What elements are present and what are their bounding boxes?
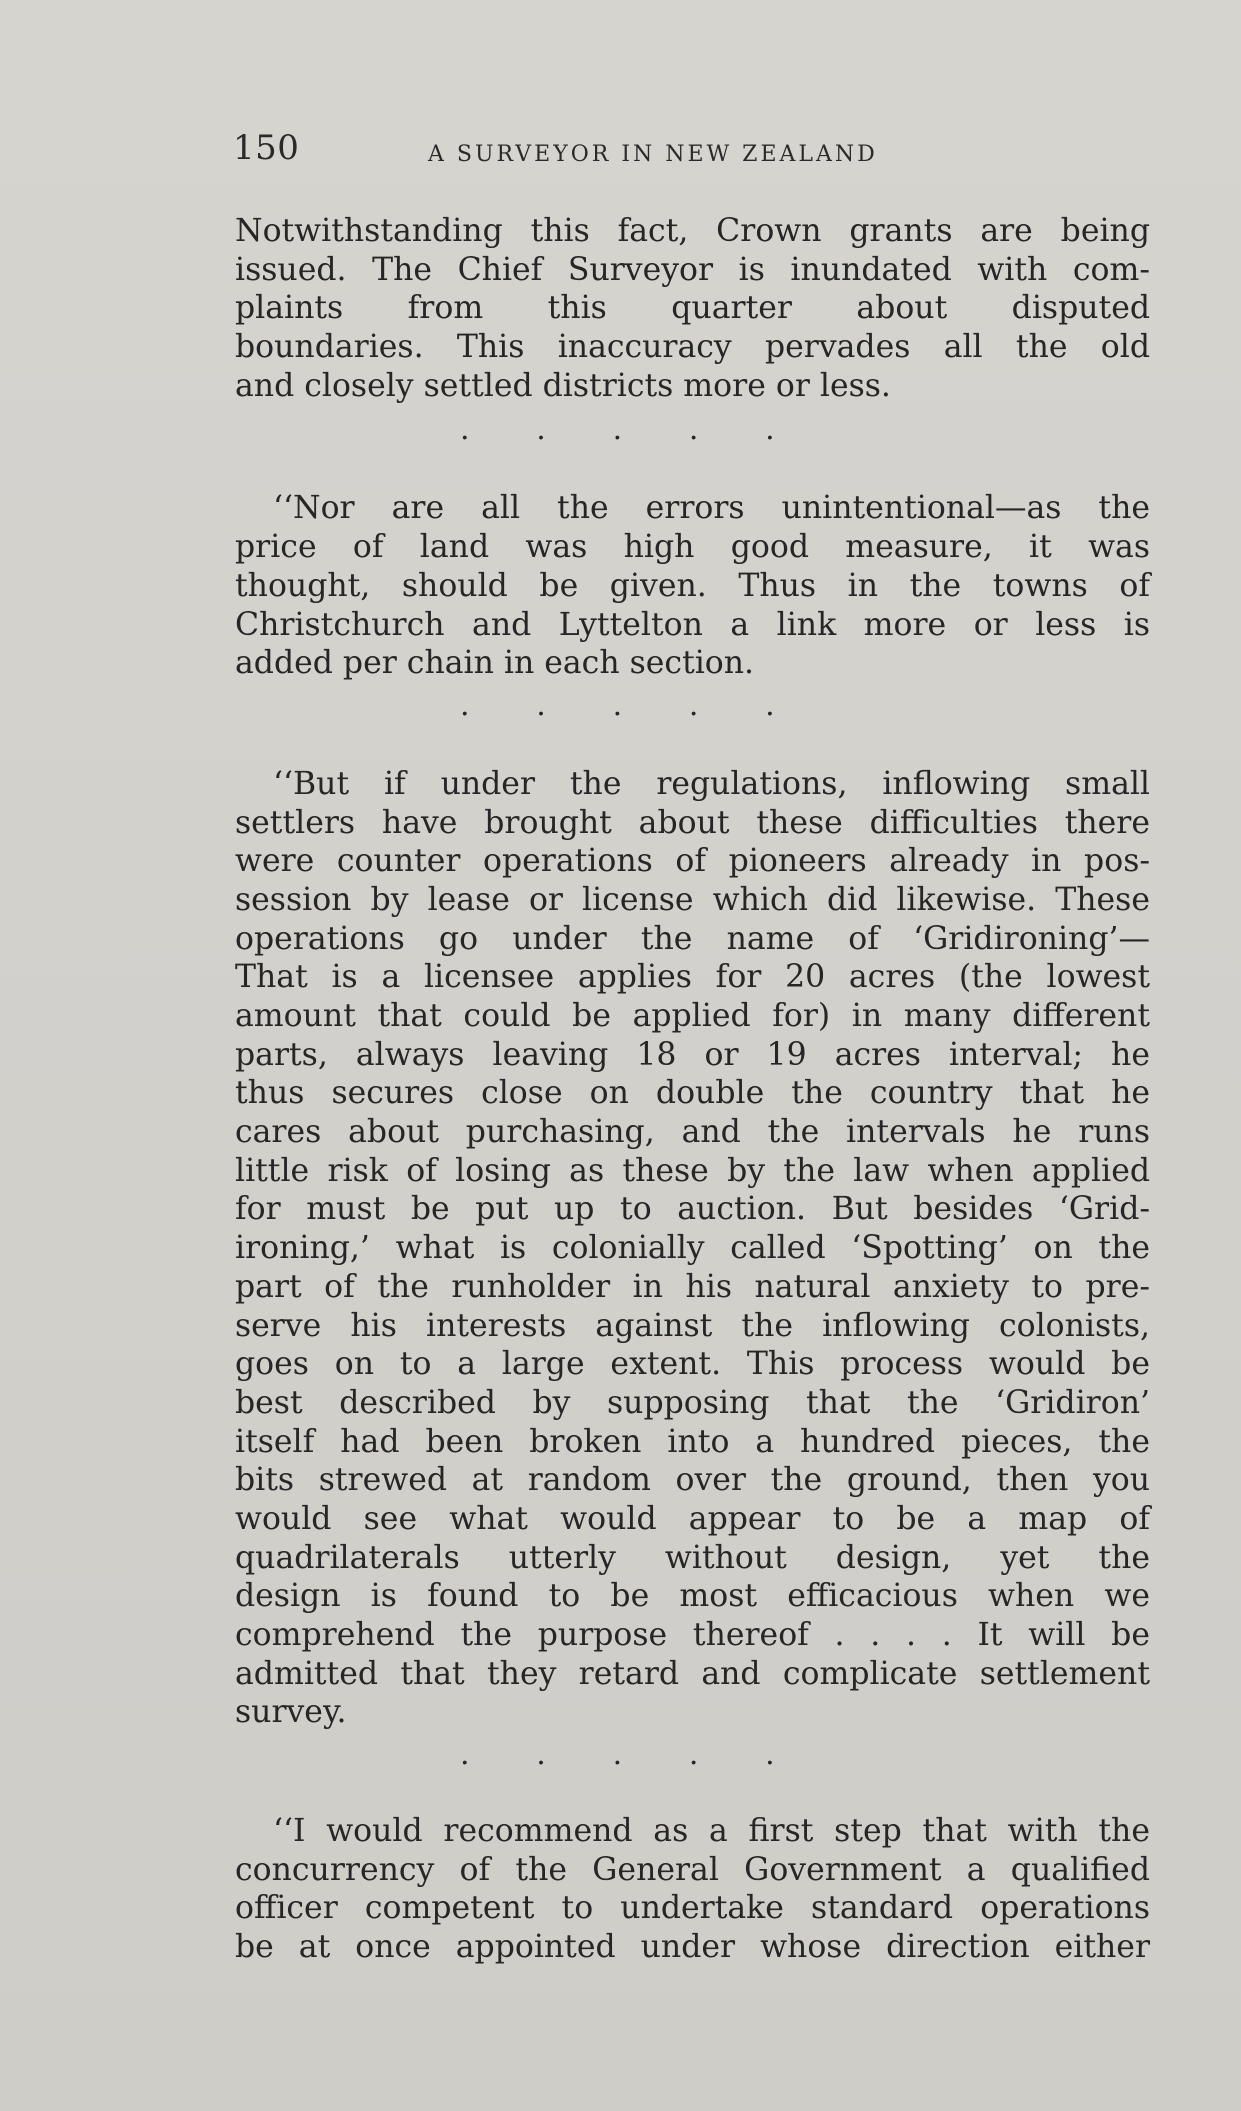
text-line: best described by supposing that the ‘Gridiron’ <box>235 1384 1150 1421</box>
page-number: 150 <box>233 128 300 168</box>
text-line: part of the runholder in his natural anxiety to pre- <box>235 1268 1150 1305</box>
ellipsis-separator <box>235 405 1150 489</box>
ellipsis-separator <box>235 683 1150 765</box>
text-line: That is a licensee applies for 20 acres (the lowest <box>235 959 1150 996</box>
paragraph-1 <box>235 212 1150 405</box>
text-line: design is found to be most efficacious when we <box>235 1578 1150 1615</box>
paragraph-2 <box>235 489 1150 682</box>
text-line: ‘‘Nor are all the errors unintentional—as the <box>273 490 1150 527</box>
text-line: session by lease or license which did likewise. These <box>235 881 1150 918</box>
text-line: ironing,’ what is colonially called ‘Spotting’ on the <box>235 1230 1150 1267</box>
text-line: admitted that they retard and complicate settlement <box>235 1655 1150 1692</box>
body-text <box>235 212 1150 1967</box>
text-line: little risk of losing as these by the law when applied <box>235 1152 1150 1189</box>
text-line: itself had been broken into a hundred pieces, the <box>235 1423 1150 1460</box>
running-title: A SURVEYOR IN NEW ZEALAND <box>428 142 878 167</box>
text-line: concurrency of the General Government a qualified <box>235 1851 1150 1888</box>
text-line: cares about purchasing, and the intervals he runs <box>235 1114 1150 1151</box>
text-line: were counter operations of pioneers already in pos- <box>235 843 1150 880</box>
text-line: for must be put up to auction. But besides ‘Grid- <box>235 1191 1150 1228</box>
page-header <box>233 128 1153 172</box>
text-line: price of land was high good measure, it was <box>235 529 1150 566</box>
text-line: survey. <box>235 1694 347 1731</box>
text-line: quadrilaterals utterly without design, yet the <box>235 1539 1150 1576</box>
separator-dots: . . . . . <box>460 412 775 448</box>
text-line: ‘‘But if under the regulations, inflowing small <box>273 765 1150 802</box>
text-line: thought, should be given. Thus in the towns of <box>235 567 1150 604</box>
text-line: settlers have brought about these difficulties there <box>235 804 1150 841</box>
text-line: operations go under the name of ‘Gridironing’— <box>235 920 1150 957</box>
text-line: amount that could be applied for) in many different <box>235 998 1150 1034</box>
text-line: comprehend the purpose thereof . . . . It will be <box>235 1617 1150 1653</box>
text-line: serve his interests against the inflowing colonists, <box>235 1307 1150 1344</box>
text-line: would see what would appear to be a map of <box>235 1500 1150 1537</box>
ellipsis-separator <box>235 1732 1150 1812</box>
text-line: goes on to a large extent. This process would be <box>235 1346 1150 1383</box>
paragraph-3 <box>235 765 1150 1732</box>
text-line: bits strewed at random over the ground, then you <box>235 1462 1150 1499</box>
text-line: plaints from this quarter about disputed <box>235 290 1150 327</box>
text-line: ‘‘I would recommend as a first step that with the <box>273 1813 1150 1850</box>
separator-dots: . . . . . <box>460 687 775 723</box>
text-line: Christchurch and Lyttelton a link more or less is <box>235 606 1150 643</box>
text-line: and closely settled districts more or less. <box>235 367 891 404</box>
text-line: Notwithstanding this fact, Crown grants are being <box>235 213 1150 249</box>
text-line: officer competent to undertake standard operations <box>235 1890 1150 1927</box>
text-line: boundaries. This inaccuracy pervades all the old <box>235 329 1150 366</box>
text-line: added per chain in each section. <box>235 645 755 682</box>
separator-dots: . . . . . <box>460 1737 775 1773</box>
paragraph-4 <box>235 1812 1150 1967</box>
text-line: be at once appointed under whose direction either <box>235 1929 1150 1966</box>
text-line: parts, always leaving 18 or 19 acres interval; he <box>235 1036 1150 1073</box>
text-line: issued. The Chief Surveyor is inundated with com- <box>235 251 1150 288</box>
text-line: thus secures close on double the country that he <box>235 1075 1150 1112</box>
